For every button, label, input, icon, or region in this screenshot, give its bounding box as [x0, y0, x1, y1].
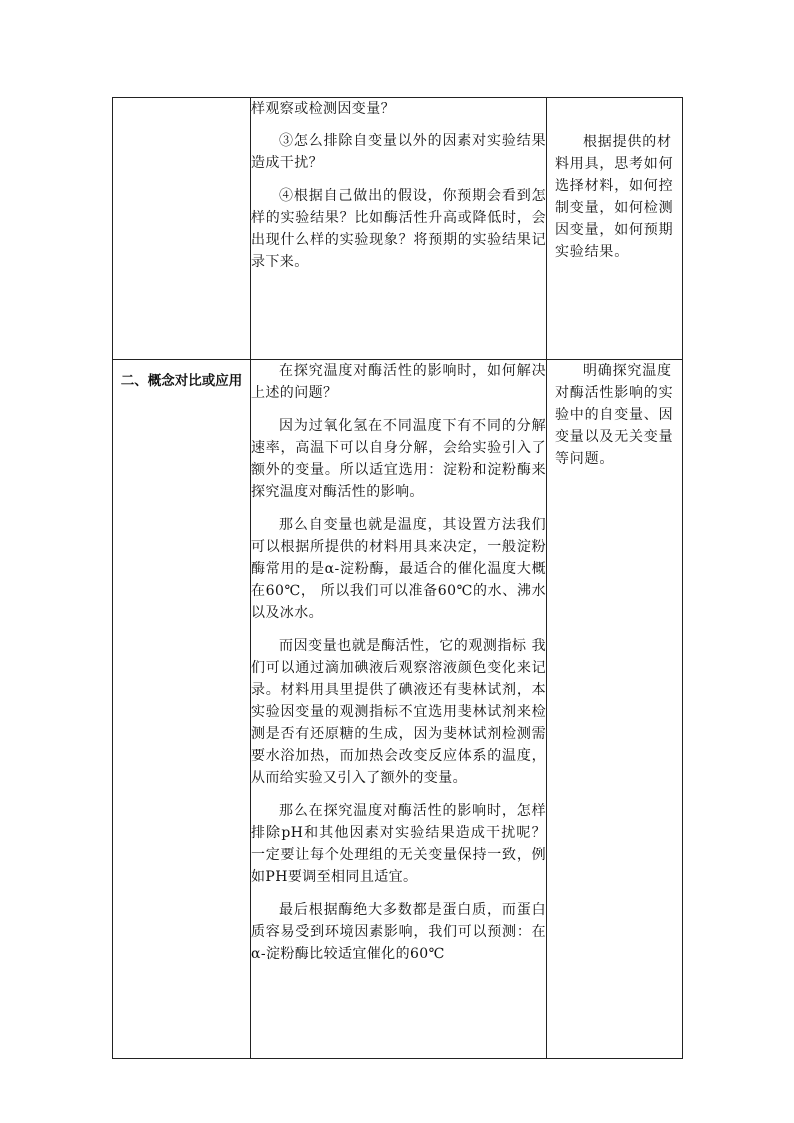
section-label: 二、概念对比或应用 [120, 373, 243, 389]
content-paragraph: 因为过氧化氢在不同温度下有不同的分解速率，高温下可以自身分解，会给实验引入了额外的变量。所以适宜选用：淀粉和淀粉酶来探究温度对酶活性的影响。 [251, 418, 546, 500]
row2-label-cell [113, 360, 251, 1059]
lesson-table [112, 97, 683, 1059]
row1-intent-cell [547, 98, 683, 360]
content-paragraph: 样观察或检测因变量？ [251, 101, 395, 117]
row2-intent-cell [547, 360, 683, 1059]
table-row [113, 360, 683, 1059]
content-paragraph: 最后根据酶绝大多数都是蛋白质，而蛋白质容易受到环境因素影响，我们可以预测：在α-淀粉酶比较适宜催化的60℃ [251, 902, 546, 962]
content-paragraph: ④根据自己做出的假设，你预期会看到怎样的实验结果？比如酶活性升高或降低时，会出现什么样的实验现象？将预期的实验结果记录下来。 [251, 188, 546, 270]
row1-label-cell [113, 98, 251, 360]
intent-text: 明确探究温度对酶活性影响的实验中的自变量、因变量以及无关变量等问题。 [555, 363, 674, 467]
content-paragraph: 那么自变量也就是温度，其设置方法我们可以根据所提供的材料用具来决定，一般淀粉酶常用的是α-淀粉酶，最适合的催化温度大概在60℃， 所以我们可以准备60℃的水、沸水以及冰水。 [251, 517, 546, 621]
table-row [113, 98, 683, 360]
row1-content-cell [251, 98, 547, 360]
content-paragraph: 而因变量也就是酶活性，它的观测指标 我们可以通过滴加碘液后观察溶液颜色变化来记录。材料用具里提供了碘液还有斐林试剂，本实验因变量的观测指标不宜选用斐林试剂来检测是否有还原糖的生成，因为斐林试剂检测需要水浴加热，而加热会改变反应体系的温度，从而给实验又引入了额外的变量。 [251, 638, 546, 786]
content-paragraph: ③怎么排除自变量以外的因素对实验结果造成干扰？ [251, 133, 546, 171]
row2-content-cell [251, 360, 547, 1059]
intent-text: 根据提供的材料用具，思考如何选择材料，如何控制变量，如何检测因变量，如何预期实验结果。 [555, 134, 674, 260]
content-paragraph: 在探究温度对酶活性的影响时，如何解决上述的问题？ [251, 363, 546, 401]
content-paragraph: 那么在探究温度对酶活性的影响时，怎样排除pH和其他因素对实验结果造成干扰呢？ 一定要让每个处理组的无关变量保持一致，例如PH要调至相同且适宜。 [251, 803, 546, 885]
